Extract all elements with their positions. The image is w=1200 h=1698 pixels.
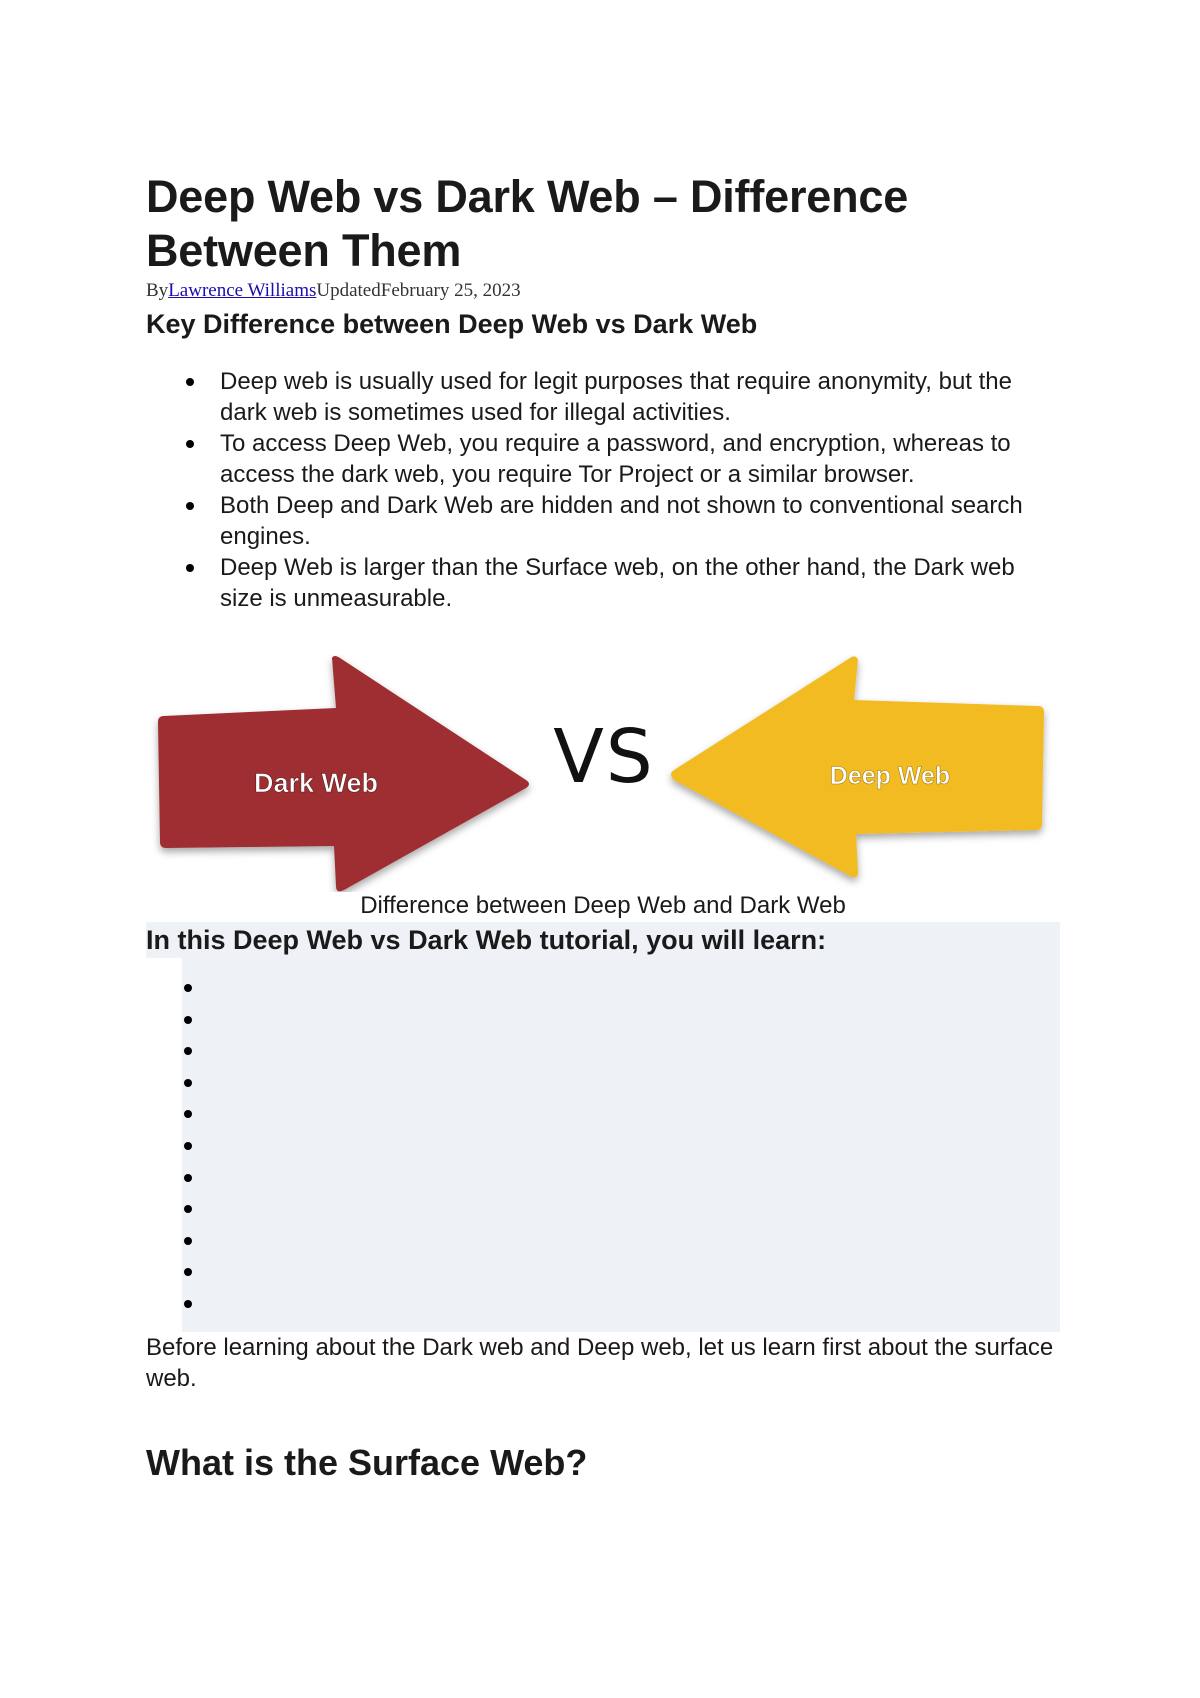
list-item: Deep web is usually used for legit purposes that require anonymity, but the dark web is sometimes used for illegal activities.	[220, 366, 1060, 428]
table-of-contents	[146, 922, 1060, 1324]
toc-item[interactable]	[146, 1162, 1060, 1194]
toc-item[interactable]	[146, 1130, 1060, 1162]
byline-date: February 25, 2023	[380, 280, 521, 301]
figure-caption: Difference between Deep Web and Dark Web	[360, 892, 846, 919]
toc-item[interactable]	[146, 1004, 1060, 1036]
byline-by: By	[146, 280, 169, 301]
toc-item[interactable]	[146, 1098, 1060, 1130]
deep-web-label: Deep Web	[829, 762, 951, 790]
toc-item[interactable]	[146, 972, 1060, 1004]
byline-updated: Updated	[316, 280, 381, 301]
dark-web-label: Dark Web	[253, 768, 379, 798]
toc-item[interactable]	[146, 1067, 1060, 1099]
toc-list	[146, 972, 1060, 1324]
toc-item[interactable]	[146, 1225, 1060, 1257]
key-difference-list	[146, 366, 1060, 614]
list-item: Deep Web is larger than the Surface web, on the other hand, the Dark web size is unmeasurable.	[220, 552, 1060, 614]
surface-web-heading: What is the Surface Web?	[146, 1442, 588, 1483]
toc-heading: In this Deep Web vs Dark Web tutorial, you will learn:	[146, 925, 827, 955]
list-item: Both Deep and Dark Web are hidden and not shown to conventional search engines.	[220, 490, 1060, 552]
intro-paragraph: Before learning about the Dark web and Deep web, let us learn first about the surface web.	[146, 1334, 1054, 1392]
toc-item[interactable]	[146, 1288, 1060, 1320]
byline	[146, 280, 1060, 302]
list-item: To access Deep Web, you require a password, and encryption, whereas to access the dark web, you require Tor Project or a similar browser.	[220, 428, 1060, 490]
page-title: Deep Web vs Dark Web – Difference Between Them	[146, 171, 909, 276]
toc-item[interactable]	[146, 1256, 1060, 1288]
key-difference-heading: Key Difference between Deep Web vs Dark Web	[146, 309, 758, 339]
vs-label: VS	[553, 714, 655, 800]
toc-item[interactable]	[146, 1193, 1060, 1225]
comparison-figure	[146, 654, 1060, 892]
toc-item[interactable]	[146, 1035, 1060, 1067]
author-link[interactable]: Lawrence Williams	[168, 280, 317, 301]
comparison-illustration	[146, 654, 1060, 892]
article	[146, 170, 1060, 1484]
